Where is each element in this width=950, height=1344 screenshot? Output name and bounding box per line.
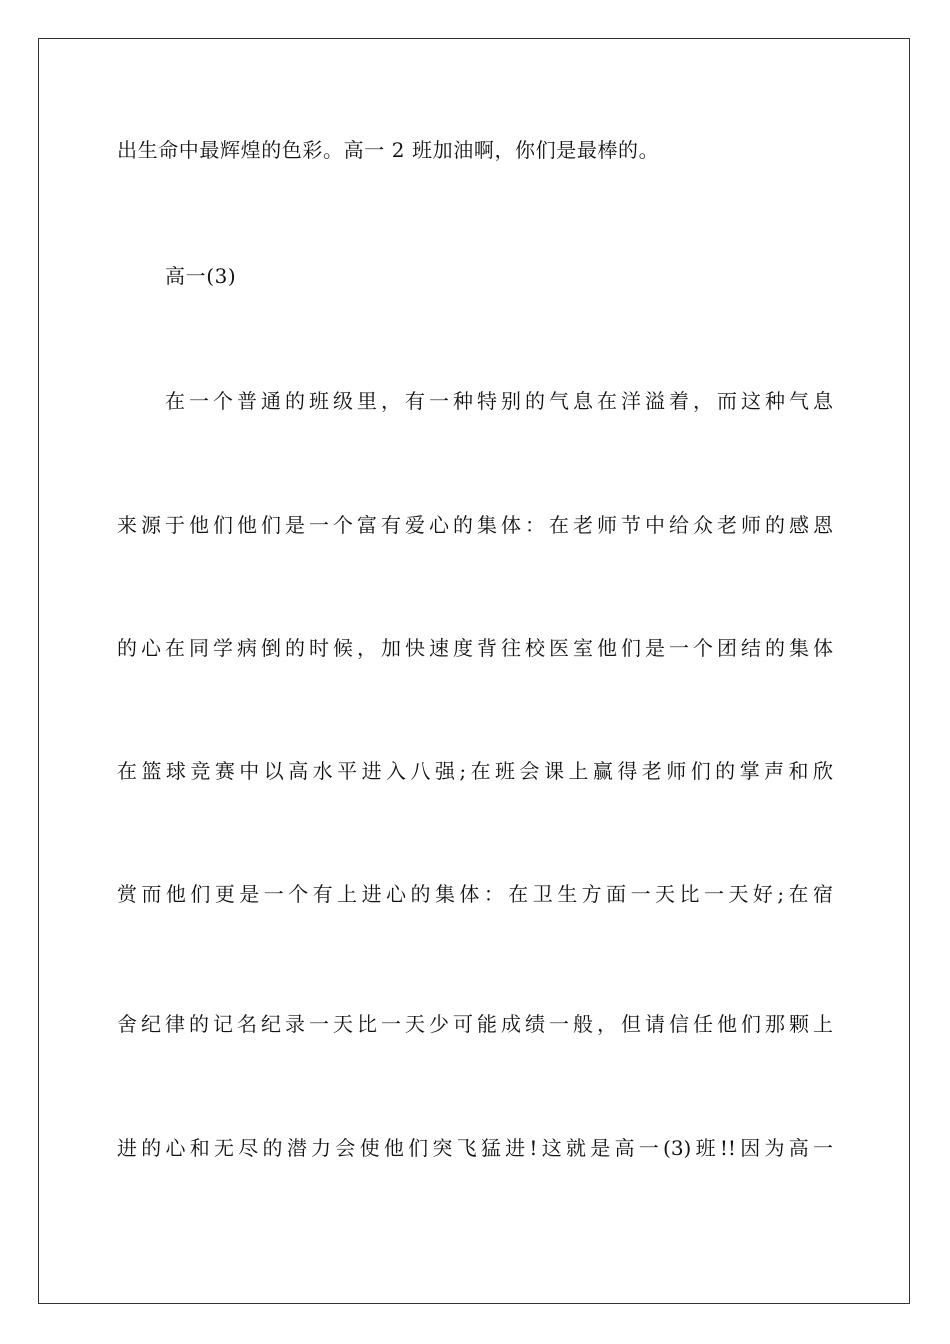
text-line-8: 舍纪律的记名纪录一天比一天少可能成绩一般，但请信任他们那颗上 bbox=[117, 1012, 833, 1036]
page-frame bbox=[38, 38, 910, 1304]
text-line-4: 来源于他们他们是一个富有爱心的集体：在老师节中给众老师的感恩 bbox=[117, 513, 833, 537]
text-line-7: 赏而他们更是一个有上进心的集体：在卫生方面一天比一天好;在宿 bbox=[117, 882, 833, 906]
text-line-1: 出生命中最辉煌的色彩。高一 2 班加油啊，你们是最棒的。 bbox=[117, 138, 660, 162]
text-line-3: 在一个普通的班级里，有一种特别的气息在洋溢着，而这种气息 bbox=[165, 389, 833, 413]
section-heading: 高一(3) bbox=[165, 264, 237, 288]
text-line-6: 在篮球竞赛中以高水平进入八强;在班会课上赢得老师们的掌声和欣 bbox=[117, 759, 833, 783]
text-line-5: 的心在同学病倒的时候，加快速度背往校医室他们是一个团结的集体 bbox=[117, 636, 833, 660]
text-line-9: 进的心和无尽的潜力会使他们突飞猛进!这就是高一(3)班!!因为高一 bbox=[117, 1136, 833, 1160]
